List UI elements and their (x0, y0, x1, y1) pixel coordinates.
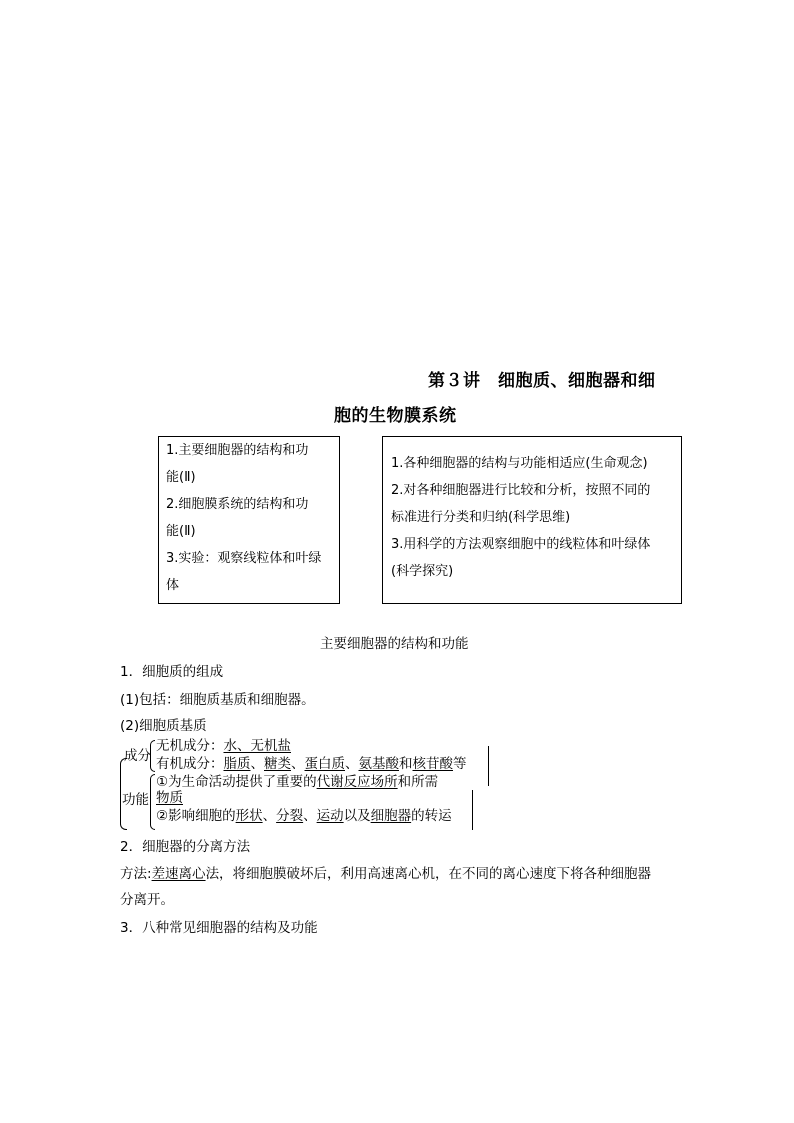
function-brace (150, 774, 155, 830)
literacy-line: 标准进行分类和归纳(科学思维) (391, 510, 571, 525)
cytoplasm-matrix-diagram (118, 738, 498, 834)
page-title-line2: 胞的生物膜系统 (334, 406, 457, 426)
literacy-line: (科学探究) (391, 564, 454, 579)
function-label: 功能 (122, 792, 149, 808)
method-key: 差速离心 (151, 866, 206, 882)
function2-row: ②影响细胞的形状、分裂、运动以及细胞器的转运 (156, 808, 452, 824)
point2-method-line1: 方法:差速离心法，将细胞膜破坏后，利用高速离心机，在不同的离心速度下将各种细胞器 (120, 866, 652, 882)
function1-tail: 物质 (156, 790, 183, 806)
requirement-line: 能(Ⅱ) (166, 470, 196, 485)
organic-row: 有机成分：脂质、糖类、蛋白质、氨基酸和核苷酸等 (156, 756, 467, 772)
exam-requirements-box (158, 436, 340, 604)
inorganic-key: 水、无机盐 (223, 738, 291, 754)
point2-method-line2: 分离开。 (120, 892, 174, 908)
point1-sub2: (2)细胞质基质 (120, 718, 207, 734)
point1-sub1: (1)包括：细胞质基质和细胞器。 (120, 692, 315, 708)
composition-label: 成分 (124, 748, 151, 764)
point2-heading: 2．细胞器的分离方法 (120, 839, 251, 855)
inorganic-row: 无机成分：水、无机盐 (156, 738, 291, 754)
right-bracket-lower (470, 790, 473, 830)
literacy-line: 2.对各种细胞器进行比较和分析，按照不同的 (391, 483, 651, 498)
point3-heading: 3．八种常见细胞器的结构及功能 (120, 920, 318, 936)
literacy-line: 1.各种细胞器的结构与功能相适应(生命观念) (391, 456, 648, 471)
section-title: 主要细胞器的结构和功能 (320, 636, 469, 652)
function1-row: ①为生命活动提供了重要的代谢反应场所和所需 (156, 774, 439, 790)
requirement-line: 1.主要细胞器的结构和功 (166, 443, 309, 458)
point1-heading: 1．细胞质的组成 (120, 664, 224, 680)
core-literacy-box (382, 436, 682, 604)
requirement-line: 能(Ⅱ) (166, 524, 196, 539)
requirement-line: 2.细胞膜系统的结构和功 (166, 497, 309, 512)
right-bracket-upper (486, 746, 489, 786)
literacy-line: 3.用科学的方法观察细胞中的线粒体和叶绿体 (391, 537, 651, 552)
requirement-line: 体 (166, 578, 180, 593)
page-title-line1: 第３讲 细胞质、细胞器和细 (428, 371, 656, 391)
requirement-line: 3.实验：观察线粒体和叶绿 (166, 551, 322, 566)
